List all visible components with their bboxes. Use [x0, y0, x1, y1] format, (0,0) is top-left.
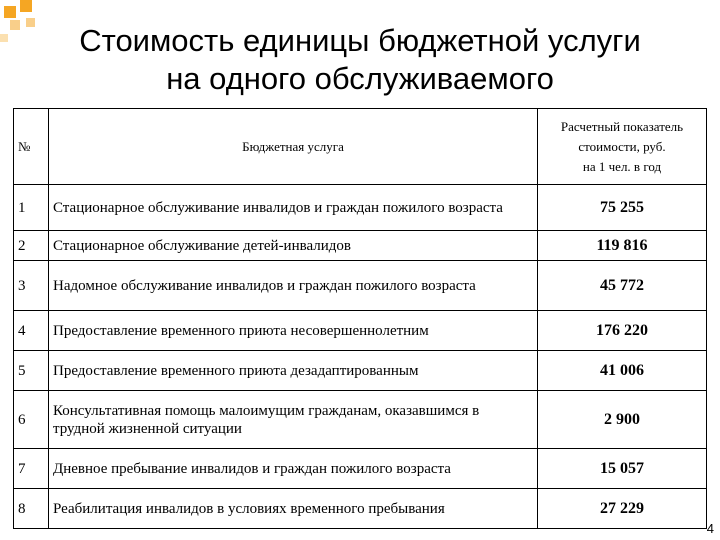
- table-row: [14, 489, 707, 529]
- services-table: [13, 108, 707, 529]
- header-value: [538, 109, 707, 185]
- row-num: 1: [14, 185, 49, 231]
- title-line-2: на одного обслуживаемого: [166, 61, 554, 96]
- header-value-line-1: Расчетный показатель: [560, 118, 684, 134]
- table-header-row: [14, 109, 707, 185]
- title-line-1: Стоимость единицы бюджетной услуги: [79, 23, 641, 58]
- page-number: 4: [706, 521, 714, 536]
- table-row: [14, 185, 707, 231]
- row-num: 3: [14, 261, 49, 311]
- table-row: [14, 311, 707, 351]
- row-value: 15 057: [538, 449, 707, 489]
- row-service: Стационарное обслуживание инвалидов и граждан пожилого возраста: [49, 185, 538, 231]
- row-num: 5: [14, 351, 49, 391]
- header-value-line-3: на 1 чел. в год: [582, 158, 662, 174]
- row-service: Стационарное обслуживание детей-инвалидов: [49, 231, 538, 261]
- row-num: 6: [14, 391, 49, 449]
- row-num: 2: [14, 231, 49, 261]
- row-service: Консультативная помощь малоимущим гражданам, оказавшимся в трудной жизненной ситуации: [49, 391, 538, 449]
- decor-square: [20, 0, 32, 12]
- header-service: Бюджетная услуга: [49, 109, 538, 185]
- row-value: 45 772: [538, 261, 707, 311]
- row-service: Предоставление временного приюта дезадаптированным: [49, 351, 538, 391]
- row-num: 7: [14, 449, 49, 489]
- row-value: 75 255: [538, 185, 707, 231]
- row-service: Реабилитация инвалидов в условиях временного пребывания: [49, 489, 538, 529]
- row-value: 41 006: [538, 351, 707, 391]
- row-value: 27 229: [538, 489, 707, 529]
- table-row: [14, 231, 707, 261]
- table-row: [14, 449, 707, 489]
- row-num: 8: [14, 489, 49, 529]
- row-service: Дневное пребывание инвалидов и граждан пожилого возраста: [49, 449, 538, 489]
- table-row: [14, 261, 707, 311]
- row-value: 2 900: [538, 391, 707, 449]
- row-service: Надомное обслуживание инвалидов и граждан пожилого возраста: [49, 261, 538, 311]
- row-num: 4: [14, 311, 49, 351]
- row-service: Предоставление временного приюта несовершеннолетним: [49, 311, 538, 351]
- table-row: [14, 391, 707, 449]
- page-title: [0, 22, 720, 98]
- row-value: 119 816: [538, 231, 707, 261]
- row-value: 176 220: [538, 311, 707, 351]
- header-value-line-2: стоимости, руб.: [578, 138, 666, 154]
- header-num: №: [14, 109, 49, 185]
- table-row: [14, 351, 707, 391]
- decor-square: [4, 6, 16, 18]
